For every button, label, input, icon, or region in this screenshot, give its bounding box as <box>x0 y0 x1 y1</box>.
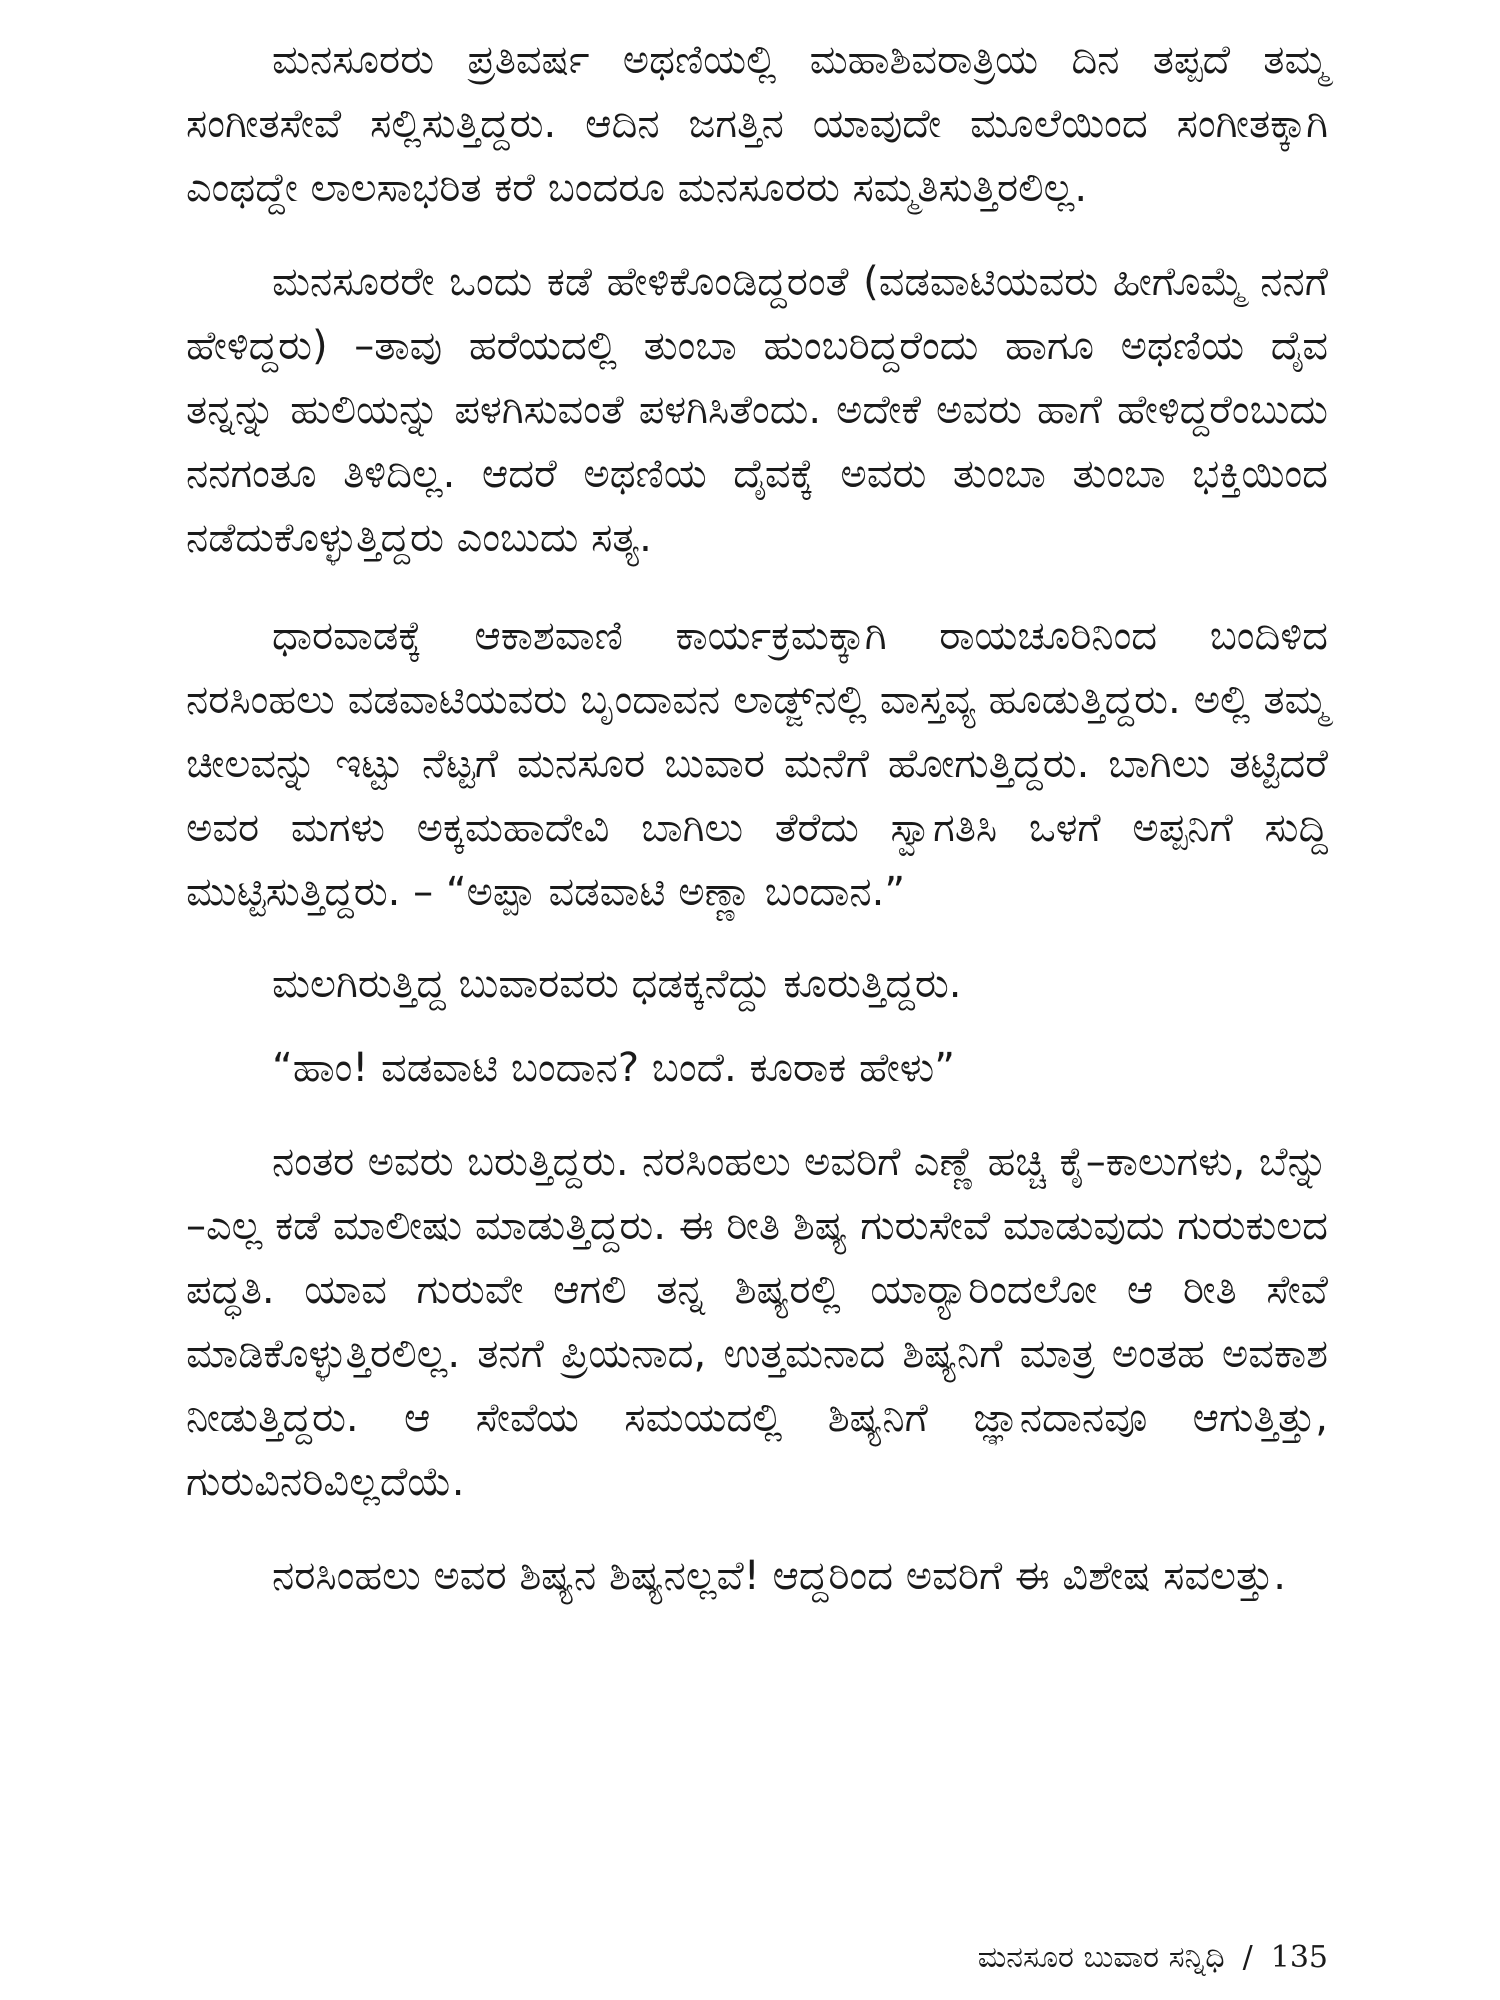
running-title: ಮನಸೂರ ಬುವಾರ ಸನ್ನಿಧಿ <box>977 1940 1225 1975</box>
footer-separator: / <box>1242 1940 1253 1975</box>
paragraph-guru-seva: ನಂತರ ಅವರು ಬರುತ್ತಿದ್ದರು. ನರಸಿಂಹಲು ಅವರಿಗೆ ಎಣ್ಣೆ ಹಚ್ಚಿ ಕೈ–ಕಾಲುಗಳು, ಬೆನ್ನು –ಎಲ್ಲ ಕಡೆ ಮಾಲೀಷು ಮಾಡುತ್ತಿದ್ದರು. ಈ ರೀತಿ ಶಿಷ್ಯ ಗುರುಸೇವೆ ಮಾಡುವುದು ಗುರುಕುಲದ ಪದ್ಧತಿ. ಯಾವ ಗುರುವೇ ಆಗಲಿ ತನ್ನ ಶಿಷ್ಯರಲ್ಲಿ ಯಾರ್‍ಯಾರಿಂದಲೋ ಆ ರೀತಿ ಸೇವೆ ಮಾಡಿಕೊಳ್ಳುತ್ತಿರಲಿಲ್ಲ. ತನಗೆ ಪ್ರಿಯನಾದ, ಉತ್ತಮನಾದ ಶಿಷ್ಯನಿಗೆ ಮಾತ್ರ ಅಂತಹ ಅವಕಾಶ ನೀಡುತ್ತಿದ್ದರು. ಆ ಸೇವೆಯ ಸಮಯದಲ್ಲಿ ಶಿಷ್ಯನಿಗೆ ಜ್ಞಾನದಾನವೂ ಆಗುತ್ತಿತ್ತು, ಗುರುವಿನರಿವಿಲ್ಲದೆಯೆ. <box>186 1139 1328 1505</box>
page-footer <box>820 1938 1328 1978</box>
paragraph-privilege: ನರಸಿಂಹಲು ಅವರ ಶಿಷ್ಯನ ಶಿಷ್ಯನಲ್ಲವೆ! ಆದ್ದರಿಂದ ಅವರಿಗೆ ಈ ವಿಶೇಷ ಸವಲತ್ತು. <box>272 1553 1286 1599</box>
paragraph-athani-deity: ಮನಸೂರರೇ ಒಂದು ಕಡೆ ಹೇಳಿಕೊಂಡಿದ್ದರಂತೆ (ವಡವಾಟಿಯವರು ಹೀಗೊಮ್ಮೆ ನನಗೆ ಹೇಳಿದ್ದರು) –ತಾವು ಹರೆಯದಲ್ಲಿ ತುಂಬಾ ಹುಂಬರಿದ್ದರೆಂದು ಹಾಗೂ ಅಥಣಿಯ ದೈವ ತನ್ನನ್ನು ಹುಲಿಯನ್ನು ಪಳಗಿಸುವಂತೆ ಪಳಗಿಸಿತೆಂದು. ಅದೇಕೆ ಅವರು ಹಾಗೆ ಹೇಳಿದ್ದರೆಂಬುದು ನನಗಂತೂ ತಿಳಿದಿಲ್ಲ. ಆದರೆ ಅಥಣಿಯ ದೈವಕ್ಕೆ ಅವರು ತುಂಬಾ ತುಂಬಾ ಭಕ್ತಿಯಿಂದ ನಡೆದುಕೊಳ್ಳುತ್ತಿದ್ದರು ಎಂಬುದು ಸತ್ಯ. <box>186 259 1328 561</box>
paragraph-dialogue: “ಹಾಂ! ವಡವಾಟಿ ಬಂದಾನ? ಬಂದೆ. ಕೂರಾಕ ಹೇಳು” <box>272 1045 955 1091</box>
page-body <box>186 28 1328 1608</box>
paragraph-buwa-wakes: ಮಲಗಿರುತ್ತಿದ್ದ ಬುವಾರವರು ಧಡಕ್ಕನೆದ್ದು ಕೂರುತ್ತಿದ್ದರು. <box>272 961 962 1007</box>
page-number: 135 <box>1270 1940 1328 1975</box>
paragraph-annual-performance: ಮನಸೂರರು ಪ್ರತಿವರ್ಷ ಅಥಣಿಯಲ್ಲಿ ಮಹಾಶಿವರಾತ್ರಿಯ ದಿನ ತಪ್ಪದೆ ತಮ್ಮ ಸಂಗೀತಸೇವೆ ಸಲ್ಲಿಸುತ್ತಿದ್ದರು. ಆದಿನ ಜಗತ್ತಿನ ಯಾವುದೇ ಮೂಲೆಯಿಂದ ಸಂಗೀತಕ್ಕಾಗಿ ಎಂಥದ್ದೇ ಲಾಲಸಾಭರಿತ ಕರೆ ಬಂದರೂ ಮನಸೂರರು ಸಮ್ಮತಿಸುತ್ತಿರಲಿಲ್ಲ. <box>186 37 1328 211</box>
paragraph-vadavati-visit: ಧಾರವಾಡಕ್ಕೆ ಆಕಾಶವಾಣಿ ಕಾರ್ಯಕ್ರಮಕ್ಕಾಗಿ ರಾಯಚೂರಿನಿಂದ ಬಂದಿಳಿದ ನರಸಿಂಹಲು ವಡವಾಟಿಯವರು ಬೃಂದಾವನ ಲಾಡ್ಜ್‌ನಲ್ಲಿ ವಾಸ್ತವ್ಯ ಹೂಡುತ್ತಿದ್ದರು. ಅಲ್ಲಿ ತಮ್ಮ ಚೀಲವನ್ನು ಇಟ್ಟು ನೆಟ್ಟಗೆ ಮನಸೂರ ಬುವಾರ ಮನೆಗೆ ಹೋಗುತ್ತಿದ್ದರು. ಬಾಗಿಲು ತಟ್ಟಿದರೆ ಅವರ ಮಗಳು ಅಕ್ಕಮಹಾದೇವಿ ಬಾಗಿಲು ತೆರೆದು ಸ್ವಾಗತಿಸಿ ಒಳಗೆ ಅಪ್ಪನಿಗೆ ಸುದ್ದಿ ಮುಟ್ಟಿಸುತ್ತಿದ್ದರು. – “ಅಪ್ಪಾ ವಡವಾಟಿ ಅಣ್ಣಾ ಬಂದಾನ.” <box>186 613 1328 915</box>
